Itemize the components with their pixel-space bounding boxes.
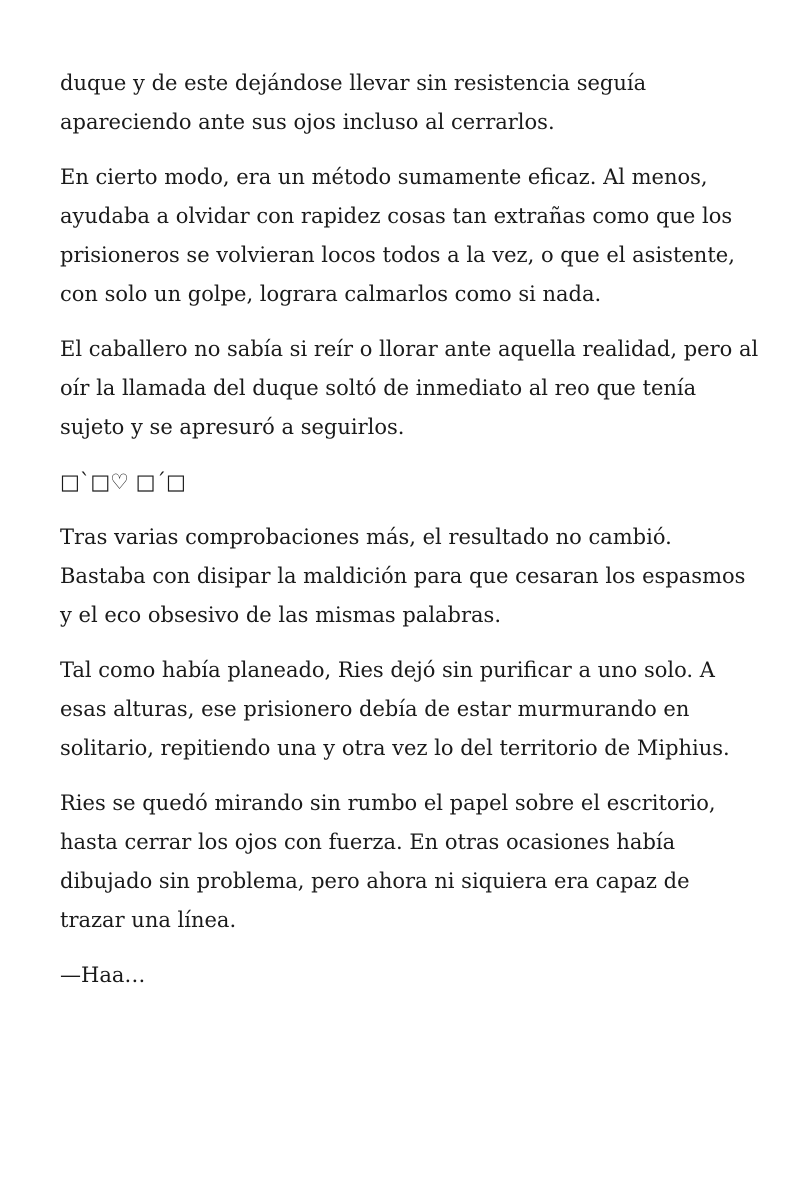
paragraph-5: Tal como había planeado, Ries dejó sin purificar a uno solo. A esas alturas, ese prisionero debía de estar murmurando en solitario, repitiendo una y otra vez lo del territorio de Miphius. xyxy=(60,658,730,760)
paragraph-4: Tras varias comprobaciones más, el resultado no cambió. Bastaba con disipar la maldición para que cesaran los espasmos y el eco obsesivo de las mismas palabras. xyxy=(60,525,746,627)
paragraph-7: —Haa… xyxy=(60,963,146,987)
document-page xyxy=(60,64,760,1011)
paragraph-6: Ries se quedó mirando sin rumbo el papel sobre el escritorio, hasta cerrar los ojos con fuerza. En otras ocasiones había dibujado sin problema, pero ahora ni siquiera era capaz de trazar una línea. xyxy=(60,791,716,932)
paragraph-2: En cierto modo, era un método sumamente eficaz. Al menos, ayudaba a olvidar con rapidez cosas tan extrañas como que los prisioneros se volvieran locos todos a la vez, o que el asistente, con solo un golpe, lograra calmarlos como si nada. xyxy=(60,165,735,306)
paragraph-3: El caballero no sabía si reír o llorar ante aquella realidad, pero al oír la llamada del duque soltó de inmediato al reo que tenía sujeto y se apresuró a seguirlos. xyxy=(60,337,759,439)
scene-separator: □`□♡ □´□ xyxy=(60,470,186,494)
paragraph-1: duque y de este dejándose llevar sin resistencia seguía apareciendo ante sus ojos incluso al cerrarlos. xyxy=(60,71,647,134)
